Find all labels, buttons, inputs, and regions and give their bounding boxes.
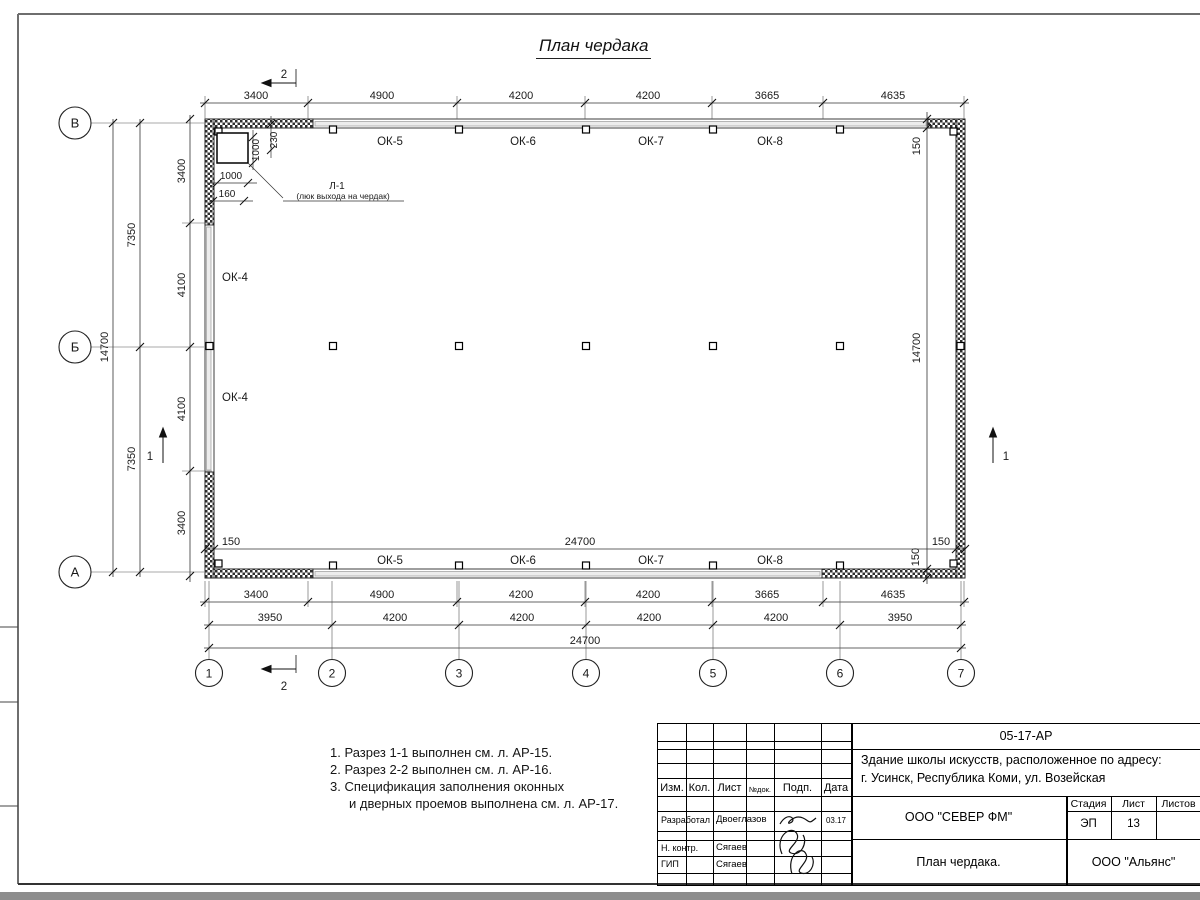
signature-scribble: [780, 817, 816, 824]
hatch-label: Л-1: [329, 181, 345, 192]
dim-label: 150: [910, 547, 922, 567]
axis-label: 1: [205, 666, 213, 681]
hatch-dim-off1: 230: [269, 131, 280, 149]
dim-label: 7350: [126, 446, 138, 472]
tb-col-podp: Подп.: [782, 782, 813, 794]
axis-label: 6: [836, 666, 844, 681]
window-label: ОК-8: [757, 136, 783, 148]
tb-stage-label: Стадия: [1070, 798, 1107, 810]
section-markers: [160, 69, 997, 673]
window-label: ОК-8: [757, 555, 783, 567]
dim-bottom-interior: [201, 536, 969, 553]
dim-label: 4900: [369, 589, 395, 601]
note-line: 2. Разрез 2-2 выполнен см. л. АР-16.: [330, 762, 553, 777]
dim-label: 3400: [243, 589, 269, 601]
dim-label: 4100: [176, 272, 188, 298]
dim-label: 150: [931, 536, 951, 548]
dim-label: 4200: [635, 589, 661, 601]
tb-date: 03.17: [825, 816, 847, 825]
dim-label: 4900: [369, 90, 395, 102]
tb-col-izm: Изм.: [660, 782, 684, 794]
window-label: ОК-4: [222, 392, 248, 404]
section-label: 2: [280, 69, 288, 81]
dim-label: 3400: [176, 510, 188, 536]
dim-label: 24700: [564, 536, 596, 548]
notes-block: [330, 744, 618, 812]
dim-label: 4200: [636, 612, 662, 624]
dim-columns-left: [91, 115, 212, 582]
tb-name: Двоеглазов: [716, 814, 767, 825]
dim-label: 4200: [382, 612, 408, 624]
dim-label: 14700: [99, 331, 111, 363]
note-line: 1. Разрез 1-1 выполнен см. л. АР-15.: [330, 745, 553, 760]
axis-label: 7: [957, 666, 965, 681]
dim-label: 150: [911, 136, 923, 156]
tb-object-line1: Здание школы искусств, расположенное по адресу:: [861, 753, 1162, 767]
dim-label: 14700: [911, 332, 923, 364]
roof-hatch-opening: [207, 116, 404, 205]
tb-role: Разработал: [661, 815, 710, 825]
axis-label: 5: [709, 666, 717, 681]
tb-name: Сягаев: [716, 859, 747, 870]
tb-sheets-label: Листов: [1161, 798, 1196, 810]
scan-edge-strip: [0, 892, 1200, 900]
hatch-description: (люк выхода на чердак): [296, 191, 390, 201]
axis-label: В: [70, 115, 80, 131]
tb-col-ndoc: №док.: [749, 785, 771, 794]
hatch-dim-h: 1000: [251, 138, 262, 162]
note-line: и дверных проемов выполнена см. л. АР-17.: [349, 796, 619, 811]
tb-name: Сягаев: [716, 842, 747, 853]
dim-label: 4100: [176, 396, 188, 422]
dim-label: 4635: [880, 90, 906, 102]
dim-label: 24700: [569, 635, 601, 647]
axis-label: 3: [455, 666, 463, 681]
dim-label: 4200: [509, 612, 535, 624]
tb-sheet-number: 13: [1127, 818, 1140, 830]
dim-label: 4200: [635, 90, 661, 102]
tb-col-kol: Кол.: [688, 782, 711, 794]
tb-col-data: Дата: [823, 782, 849, 794]
dim-label: 7350: [126, 222, 138, 248]
tb-role: ГИП: [661, 859, 679, 869]
wall-thin-segments: [207, 122, 927, 577]
dim-row-top: [200, 90, 969, 119]
tb-document-code: 05-17-АР: [999, 729, 1053, 743]
signature-scribble: [780, 830, 805, 854]
tb-designer-org: ООО "СЕВЕР ФМ": [904, 810, 1013, 824]
window-label: ОК-4: [222, 272, 248, 284]
hatch-dim-off2: 160: [218, 189, 236, 200]
dim-label: 3400: [243, 90, 269, 102]
drawing-title: План чердака: [536, 36, 651, 59]
window-label: ОК-5: [377, 136, 403, 148]
section-label: 2: [280, 681, 288, 693]
dim-label: 4200: [508, 90, 534, 102]
tb-sheet-name: План чердака.: [916, 855, 1001, 869]
window-label: ОК-7: [638, 555, 664, 567]
axis-labels-left: [71, 116, 80, 580]
tb-contractor-org: ООО "Альянс": [1091, 855, 1176, 869]
tb-col-list: Лист: [717, 782, 742, 794]
axis-label: А: [70, 564, 80, 580]
signature-scribble: [791, 851, 814, 874]
window-label: ОК-6: [510, 555, 536, 567]
dim-label: 3665: [754, 589, 780, 601]
tb-sheet-label: Лист: [1122, 798, 1145, 810]
axis-label: 4: [582, 666, 590, 681]
tb-object-line2: г. Усинск, Республика Коми, ул. Возейская: [861, 771, 1106, 785]
tb-role: Н. контр.: [661, 843, 699, 853]
hatch-dim-w: 1000: [219, 171, 243, 182]
frame-left-cells: [0, 627, 18, 806]
dim-label: 3665: [754, 90, 780, 102]
dim-label: 150: [221, 536, 241, 548]
section-label: 1: [1002, 451, 1010, 463]
window-label: ОК-5: [377, 555, 403, 567]
note-line: 3. Спецификация заполнения оконных: [330, 779, 565, 794]
dim-label: 4635: [880, 589, 906, 601]
dim-label: 3950: [887, 612, 913, 624]
window-label: ОК-7: [638, 136, 664, 148]
axis-label: 2: [328, 666, 336, 681]
dim-label: 3400: [176, 158, 188, 184]
dim-label: 4200: [763, 612, 789, 624]
dim-rows-bottom: [200, 581, 969, 659]
dim-right-interior: [910, 112, 931, 584]
tb-stage-value: ЭП: [1080, 818, 1097, 830]
dim-label: 4200: [508, 589, 534, 601]
window-label: ОК-6: [510, 136, 536, 148]
title-block: [657, 723, 1200, 886]
dim-label: 3950: [257, 612, 283, 624]
section-label: 1: [146, 451, 154, 463]
axis-label: Б: [70, 339, 80, 355]
